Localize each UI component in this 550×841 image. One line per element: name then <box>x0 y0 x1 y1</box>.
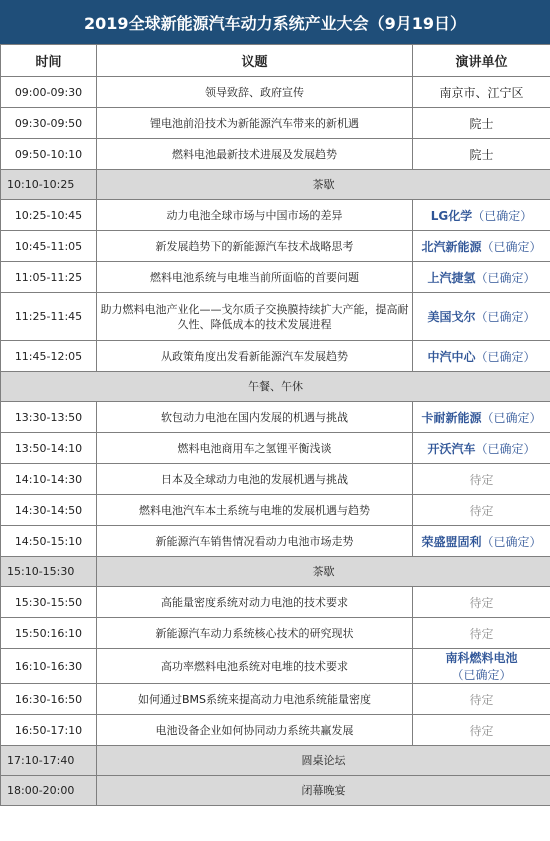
row-time: 14:30-14:50 <box>1 495 97 526</box>
confirmed-note: （已确定） <box>472 208 533 223</box>
break-row <box>1 170 550 200</box>
speaker-name: 北汽新能源 <box>421 239 482 254</box>
row-speaker <box>413 262 550 293</box>
table-row <box>1 231 550 262</box>
table-row <box>1 715 550 746</box>
confirmed-note: （已确定） <box>481 239 542 254</box>
row-speaker <box>413 402 550 433</box>
break-row <box>1 372 550 402</box>
row-time: 16:50-17:10 <box>1 715 97 746</box>
table-row <box>1 200 550 231</box>
row-topic: 新能源汽车动力系统核心技术的研究现状 <box>97 618 413 649</box>
break-label: 茶歇 <box>97 557 550 587</box>
row-time: 14:10-14:30 <box>1 464 97 495</box>
table-row <box>1 464 550 495</box>
speaker-name: LG化学 <box>430 208 473 223</box>
table-row <box>1 587 550 618</box>
confirmed-note: （已确定） <box>475 310 536 324</box>
row-speaker: 院士 <box>413 139 550 170</box>
header-row <box>1 45 550 77</box>
row-topic: 助力燃料电池产业化——戈尔质子交换膜持续扩大产能，提高耐久性、降低成本的技术发展进程 <box>97 293 413 341</box>
row-topic: 电池设备企业如何协同动力系统共赢发展 <box>97 715 413 746</box>
row-topic: 日本及全球动力电池的发展机遇与挑战 <box>97 464 413 495</box>
row-speaker <box>413 649 550 684</box>
row-topic: 燃料电池系统与电堆当前所面临的首要问题 <box>97 262 413 293</box>
table-row <box>1 402 550 433</box>
break-label: 闭幕晚宴 <box>97 776 550 806</box>
speaker-name: 开沃汽车 <box>427 441 476 456</box>
row-time: 09:00-09:30 <box>1 77 97 108</box>
table-row <box>1 495 550 526</box>
speaker-name: 卡耐新能源 <box>421 410 482 425</box>
row-time: 11:25-11:45 <box>1 293 97 341</box>
confirmed-note: （已确定） <box>475 349 536 364</box>
row-speaker: 待定 <box>413 715 550 746</box>
row-time: 13:30-13:50 <box>1 402 97 433</box>
header-topic: 议题 <box>97 45 413 77</box>
row-topic: 燃料电池最新技术进展及发展趋势 <box>97 139 413 170</box>
row-time: 11:05-11:25 <box>1 262 97 293</box>
row-speaker: 待定 <box>413 587 550 618</box>
row-topic: 从政策角度出发看新能源汽车发展趋势 <box>97 341 413 372</box>
table-row <box>1 262 550 293</box>
confirmed-note: （已确定） <box>475 441 536 456</box>
row-speaker: 南京市、江宁区 <box>413 77 550 108</box>
row-speaker <box>413 433 550 464</box>
row-speaker: 待定 <box>413 495 550 526</box>
row-speaker: 待定 <box>413 618 550 649</box>
break-row <box>1 746 550 776</box>
agenda-table <box>0 44 550 806</box>
confirmed-note: （已确定） <box>475 270 536 285</box>
table-row <box>1 293 550 341</box>
speaker-name: 上汽捷氢 <box>427 270 476 285</box>
break-label: 午餐、午休 <box>1 372 550 402</box>
row-time: 16:10-16:30 <box>1 649 97 684</box>
break-row <box>1 776 550 806</box>
row-time: 10:45-11:05 <box>1 231 97 262</box>
speaker-name: 美国戈尔 <box>427 310 476 324</box>
row-topic: 如何通过BMS系统来提高动力电池系统能量密度 <box>97 684 413 715</box>
row-speaker <box>413 526 550 557</box>
row-topic: 软包动力电池在国内发展的机遇与挑战 <box>97 402 413 433</box>
confirmed-note: （已确定） <box>481 410 542 425</box>
table-row <box>1 649 550 684</box>
row-time: 15:30-15:50 <box>1 587 97 618</box>
row-speaker: 待定 <box>413 464 550 495</box>
row-time: 11:45-12:05 <box>1 341 97 372</box>
row-time: 15:50:16:10 <box>1 618 97 649</box>
table-row <box>1 618 550 649</box>
table-row <box>1 433 550 464</box>
speaker-name: 中汽中心 <box>427 349 476 364</box>
row-time: 10:25-10:45 <box>1 200 97 231</box>
table-row <box>1 684 550 715</box>
row-topic: 燃料电池商用车之氢锂平衡浅谈 <box>97 433 413 464</box>
row-speaker <box>413 231 550 262</box>
confirmed-note: （已确定） <box>481 534 542 549</box>
break-label: 茶歇 <box>97 170 550 200</box>
break-row <box>1 557 550 587</box>
row-time: 09:50-10:10 <box>1 139 97 170</box>
row-topic: 高能量密度系统对动力电池的技术要求 <box>97 587 413 618</box>
table-row <box>1 139 550 170</box>
row-time: 13:50-14:10 <box>1 433 97 464</box>
table-row <box>1 108 550 139</box>
header-time: 时间 <box>1 45 97 77</box>
speaker-name: 荣盛盟固利 <box>421 534 482 549</box>
confirmed-note: （已确定） <box>451 668 512 682</box>
row-topic: 锂电池前沿技术为新能源汽车带来的新机遇 <box>97 108 413 139</box>
agenda-title: 2019全球新能源汽车动力系统产业大会（9月19日） <box>0 0 550 44</box>
row-topic: 动力电池全球市场与中国市场的差异 <box>97 200 413 231</box>
row-topic: 燃料电池汽车本土系统与电堆的发展机遇与趋势 <box>97 495 413 526</box>
table-row <box>1 77 550 108</box>
break-time: 10:10-10:25 <box>1 170 97 200</box>
row-time: 09:30-09:50 <box>1 108 97 139</box>
break-time: 17:10-17:40 <box>1 746 97 776</box>
speaker-name: 南科燃料电池 <box>445 651 518 665</box>
row-time: 14:50-15:10 <box>1 526 97 557</box>
break-time: 15:10-15:30 <box>1 557 97 587</box>
table-row <box>1 341 550 372</box>
row-topic: 新发展趋势下的新能源汽车技术战略思考 <box>97 231 413 262</box>
row-speaker <box>413 200 550 231</box>
row-topic: 领导致辞、政府宣传 <box>97 77 413 108</box>
row-speaker: 院士 <box>413 108 550 139</box>
row-speaker <box>413 293 550 341</box>
row-speaker: 待定 <box>413 684 550 715</box>
break-time: 18:00-20:00 <box>1 776 97 806</box>
table-row <box>1 526 550 557</box>
row-topic: 新能源汽车销售情况看动力电池市场走势 <box>97 526 413 557</box>
row-speaker <box>413 341 550 372</box>
header-speaker: 演讲单位 <box>413 45 550 77</box>
row-topic: 高功率燃料电池系统对电堆的技术要求 <box>97 649 413 684</box>
row-time: 16:30-16:50 <box>1 684 97 715</box>
break-label: 圆桌论坛 <box>97 746 550 776</box>
